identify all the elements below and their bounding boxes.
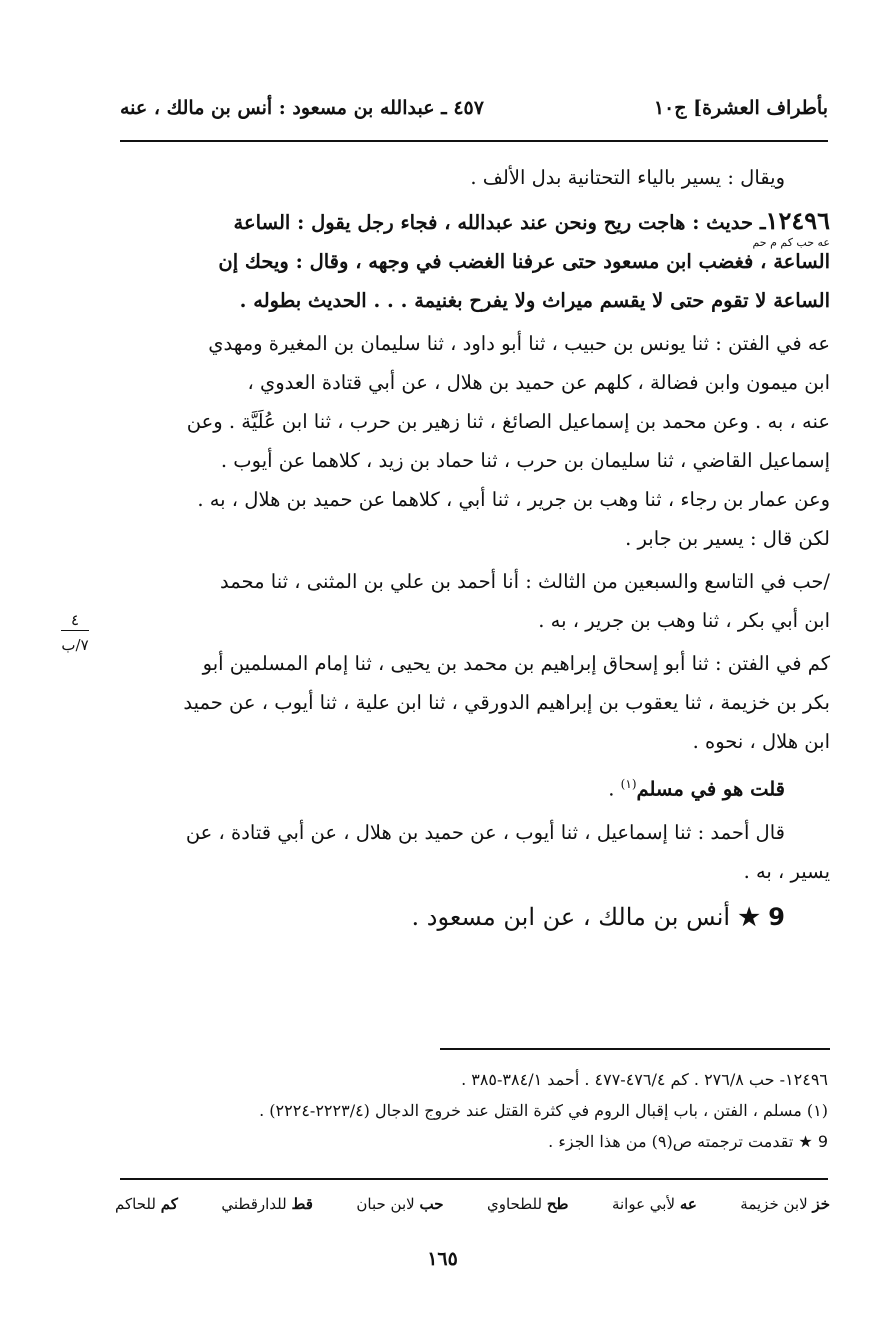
abbrev-item: عه لأبي عوانة (611, 1195, 697, 1213)
hadith-source-abbrevs: عه حب كم م حم (752, 236, 830, 249)
header-left-title: ٤٥٧ ـ عبدالله بن مسعود : أنس بن مالك ، عنه (120, 97, 484, 119)
ahmad-line-2: يسير ، به . (743, 859, 830, 883)
hadith-number: ١٢٤٩٦ (765, 206, 830, 235)
star-icon: ★ (738, 901, 760, 931)
intro-line: ويقال : يسير بالياء التحتانية بدل الألف . (470, 166, 785, 189)
hadith-line-3: الساعة لا تقوم حتى لا يقسم ميراث ولا يفرح بغنيمة . . . الحديث بطوله . (239, 289, 830, 312)
isnad-hibban-2: ابن أبي بكر ، ثنا وهب بن جرير ، به . (538, 609, 830, 632)
isnad-awana-6: لكن قال : يسير بن جابر . (625, 527, 830, 550)
abbrev-item: خز لابن خزيمة (740, 1195, 830, 1213)
isnad-hibban-1: /حب في التاسع والسبعين من الثالث : أنا أحمد بن علي بن المثنى ، ثنا محمد (220, 570, 830, 593)
isnad-awana-2: ابن ميمون وابن فضالة ، كلهم عن حميد بن هلال ، عن أبي قتادة العدوي ، (247, 371, 830, 394)
abbrev-item: طح للطحاوي (486, 1195, 569, 1213)
footnote-tarjama-text: تقدمت ترجمته ص(٩) من هذا الجزء . (548, 1132, 794, 1151)
main-text (115, 158, 830, 937)
star-icon: ★ (798, 1132, 813, 1151)
footnote-rule (440, 1048, 830, 1050)
hadith-text-2: الساعة ، فغضب ابن مسعود حتى عرفنا الغضب في وجهه ، وقال : ويحك إن (218, 250, 830, 273)
qult-text: قلت هو في مسلم (636, 777, 785, 801)
header-right-title: بأطراف العشرة] ج١٠ (653, 97, 828, 119)
tarjama-number: 9 (768, 902, 785, 931)
folio-number: ٤ (61, 610, 89, 631)
folio-page: ٧/ب (61, 636, 89, 654)
hadith-line-2 (115, 236, 830, 281)
manuscript-folio-note (45, 610, 105, 655)
hadith-text-1: ـ حديث : هاجت ريح ونحن عند عبدالله ، فجاء رجل يقول : الساعة (233, 211, 766, 234)
isnad-hakim-2: بكر بن خزيمة ، ثنا يعقوب بن إبراهيم الدورقي ، ثنا ابن علية ، ثنا أيوب ، عن حميد (183, 691, 830, 714)
isnad-awana-3: عنه ، به . وعن محمد بن إسماعيل الصائغ ، ثنا زهير بن حرب ، ثنا ابن عُلَيَّة . وعن (186, 410, 830, 433)
running-header (120, 88, 828, 128)
isnad-awana-1-text: عه في الفتن : ثنا يونس بن حبيب ، ثنا أبو داود ، ثنا سليمان بن المغيرة ومهدي (208, 332, 830, 355)
ahmad-line-1: قال أحمد : ثنا إسماعيل ، ثنا أيوب ، عن حميد بن هلال ، عن أبي قتادة ، عن (185, 820, 785, 844)
footnotes (120, 1064, 828, 1157)
footnote-sources: ١٢٤٩٦- حب ٢٧٦/٨ . كم ٤٧٦/٤-٤٧٧ . أحمد ٣٨٤/١-٣٨٥ . (461, 1070, 828, 1089)
qult-end: . (608, 777, 621, 801)
abbrev-item: قط للدارقطني (221, 1195, 313, 1213)
bottom-rule (120, 1178, 828, 1180)
isnad-awana-5: وعن عمار بن رجاء ، ثنا وهب بن جرير ، ثنا أبي ، كلاهما عن حميد بن هلال ، به . (197, 488, 830, 511)
qult-line (115, 765, 830, 809)
footnote-1: (١) مسلم ، الفتن ، باب إقبال الروم في كثرة القتل عند خروج الدجال (٢٢٢٣/٤-٢٢٢٤) . (259, 1101, 828, 1120)
abbreviation-legend (115, 1195, 830, 1213)
page-number: ١٦٥ (427, 1248, 458, 1270)
footnote-tarjama (120, 1126, 828, 1157)
abbrev-item: كم للحاكم (115, 1195, 178, 1213)
isnad-awana-4: إسماعيل القاضي ، ثنا سليمان بن حرب ، ثنا حماد بن زيد ، كلاهما عن أيوب . (220, 449, 830, 472)
hadith-line-1 (115, 201, 830, 242)
tarjama-heading (115, 897, 830, 937)
header-rule (120, 140, 828, 142)
abbrev-item: حب لابن حبان (356, 1195, 444, 1213)
isnad-hakim-3: ابن هلال ، نحوه . (692, 730, 830, 753)
footnote-ref-1: (١) (620, 777, 637, 791)
isnad-awana-1 (115, 324, 830, 363)
footnote-tarjama-number: 9 (817, 1132, 828, 1151)
isnad-hakim-1: كم في الفتن : ثنا أبو إسحاق إبراهيم بن محمد بن يحيى ، ثنا إمام المسلمين أبو (202, 652, 830, 675)
tarjama-title: أنس بن مالك ، عن ابن مسعود . (411, 902, 731, 931)
